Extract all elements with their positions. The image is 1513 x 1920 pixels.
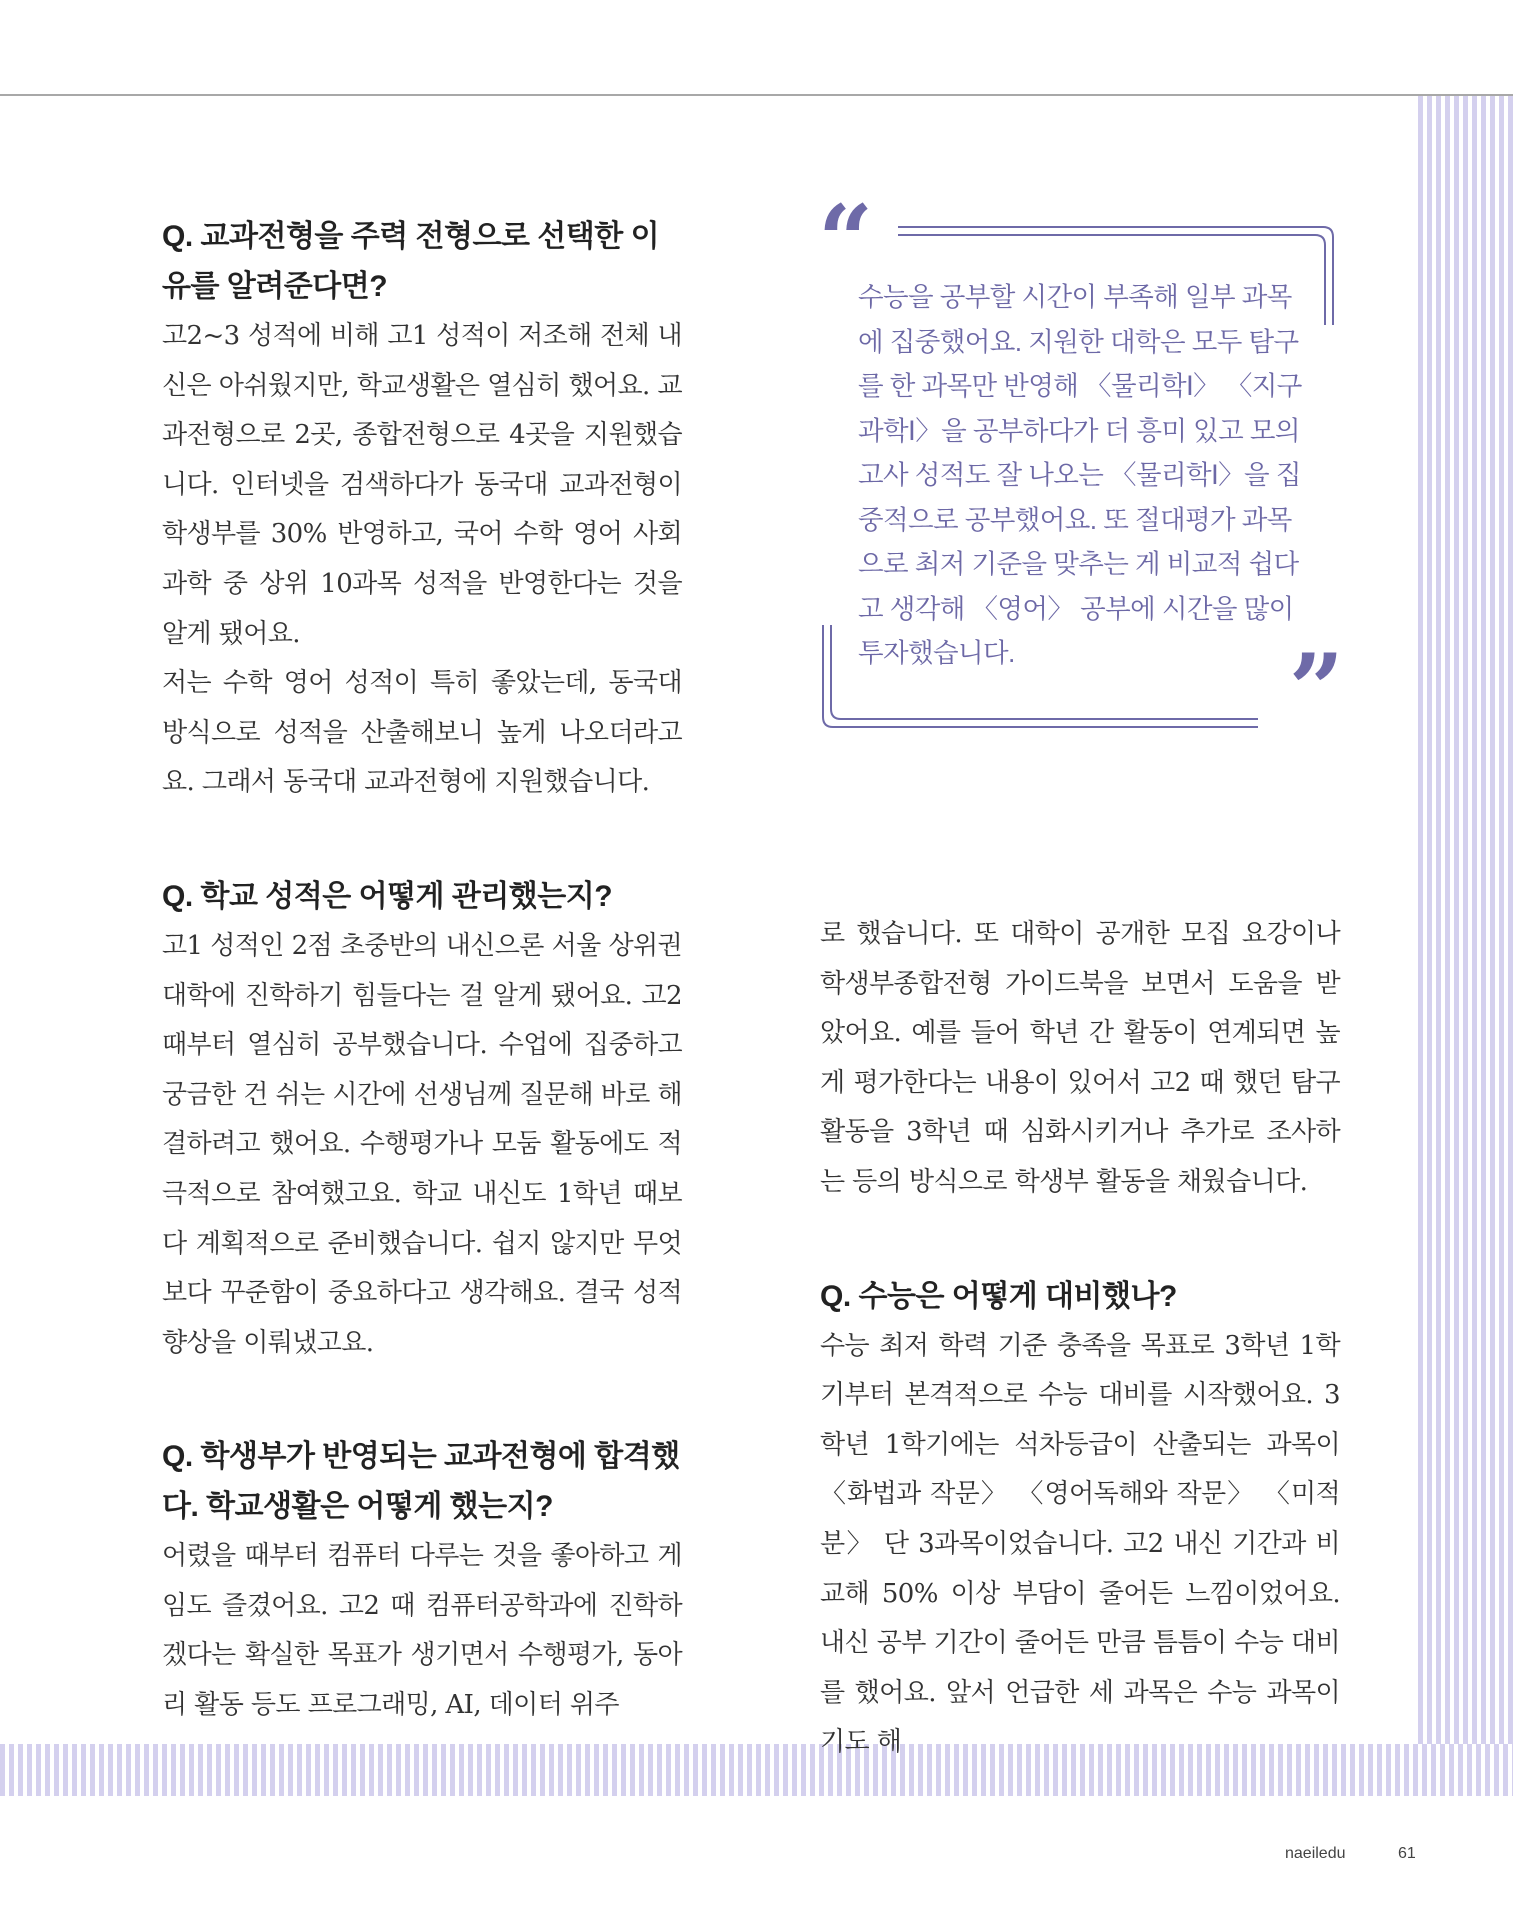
pull-quote bbox=[818, 184, 1344, 750]
qa-section-3 bbox=[162, 1432, 682, 1730]
answer-paragraph: 저는 수학 영어 성적이 특히 좋았는데, 동국대 방식으로 성적을 산출해보니 높게 나오더라고요. 그래서 동국대 교과전형에 지원했습니다. bbox=[162, 668, 682, 798]
close-quote-icon: ” bbox=[1288, 633, 1344, 746]
footer-brand: naeiledu bbox=[1285, 1845, 1346, 1862]
open-quote-icon: “ bbox=[818, 184, 874, 297]
answer-paragraph: 고1 성적인 2점 초중반의 내신으론 서울 상위권 대학에 진학하기 힘들다는 걸 알게 됐어요. 고2 때부터 열심히 공부했습니다. 수업에 집중하고 궁금한 건 쉬는 시간에 선생님께 질문해 바로 해결하려고 했어요. 수행평가나 모둠 활동에도 적극적으로 참여했고요. 학교 내신도 1학년 때보다 계획적으로 준비했습니다. 쉽지 않지만 무엇보다 꾸준함이 중요하다고 생각해요. 결국 성적 향상을 이뤄냈고요. bbox=[162, 930, 682, 1358]
answer-paragraph: 고2~3 성적에 비해 고1 성적이 저조해 전체 내신은 아쉬웠지만, 학교생활은 열심히 했어요. 교과전형으로 2곳, 종합전형으로 4곳을 지원했습니다. 인터넷을 검색하다가 동국대 교과전형이 학생부를 30% 반영하고, 국어 수학 영어 사회 과학 중 상위 10과목 성적을 반영한다는 것을 알게 됐어요. bbox=[162, 321, 682, 649]
qa-section-1 bbox=[162, 212, 682, 808]
qa-section-4 bbox=[820, 1272, 1340, 1768]
answer-paragraph: 어렸을 때부터 컴퓨터 다루는 것을 좋아하고 게임도 즐겼어요. 고2 때 컴퓨터공학과에 진학하겠다는 확실한 목표가 생기면서 수행평가, 동아리 활동 등도 프로그래밍, AI, 데이터 위주 bbox=[162, 1541, 682, 1721]
page-number: 61 bbox=[1398, 1845, 1416, 1862]
answer-paragraph-continued: 로 했습니다. 또 대학이 공개한 모집 요강이나 학생부종합전형 가이드북을 보면서 도움을 받았어요. 예를 들어 학년 간 활동이 연계되면 높게 평가한다는 내용이 있어서 고2 때 했던 탐구 활동을 3학년 때 심화시키거나 추가로 조사하는 등의 방식으로 학생부 활동을 채웠습니다. bbox=[820, 919, 1340, 1197]
left-column bbox=[162, 212, 682, 1731]
question-heading: Q. 학교 성적은 어떻게 관리했는지? bbox=[162, 879, 613, 913]
qa-section-2 bbox=[162, 872, 682, 1368]
question-heading: Q. 수능은 어떻게 대비했나? bbox=[820, 1279, 1177, 1313]
decorative-stripe-right bbox=[1418, 96, 1513, 1796]
question-heading: Q. 교과전형을 주력 전형으로 선택한 이유를 알려준다면? bbox=[162, 220, 660, 303]
right-column bbox=[820, 910, 1340, 1768]
quote-text: 수능을 공부할 시간이 부족해 일부 과목에 집중했어요. 지원한 대학은 모두 탐구를 한 과목만 반영해 〈물리학Ⅰ〉 〈지구과학Ⅰ〉을 공부하다가 더 흥미 있고 모의고사 성적도 잘 나오는 〈물리학Ⅰ〉을 집중적으로 공부했어요. 또 절대평가 과목으로 최저 기준을 맞추는 게 비교적 쉽다고 생각해 〈영어〉 공부에 시간을 많이 투자했습니다. bbox=[858, 282, 1302, 668]
question-heading: Q. 학생부가 반영되는 교과전형에 합격했다. 학교생활은 어떻게 했는지? bbox=[162, 1440, 680, 1524]
answer-paragraph: 수능 최저 학력 기준 충족을 목표로 3학년 1학기부터 본격적으로 수능 대비를 시작했어요. 3학년 1학기에는 석차등급이 산출되는 과목이 〈화법과 작문〉 〈영어독해와 작문〉 〈미적분〉 단 3과목이었습니다. 고2 내신 기간과 비교해 50% 이상 부담이 줄어든 느낌이었어요. 내신 공부 기간이 줄어든 만큼 틈틈이 수능 대비를 했어요. 앞서 언급한 세 과목은 수능 과목이기도 해 bbox=[820, 1330, 1340, 1758]
